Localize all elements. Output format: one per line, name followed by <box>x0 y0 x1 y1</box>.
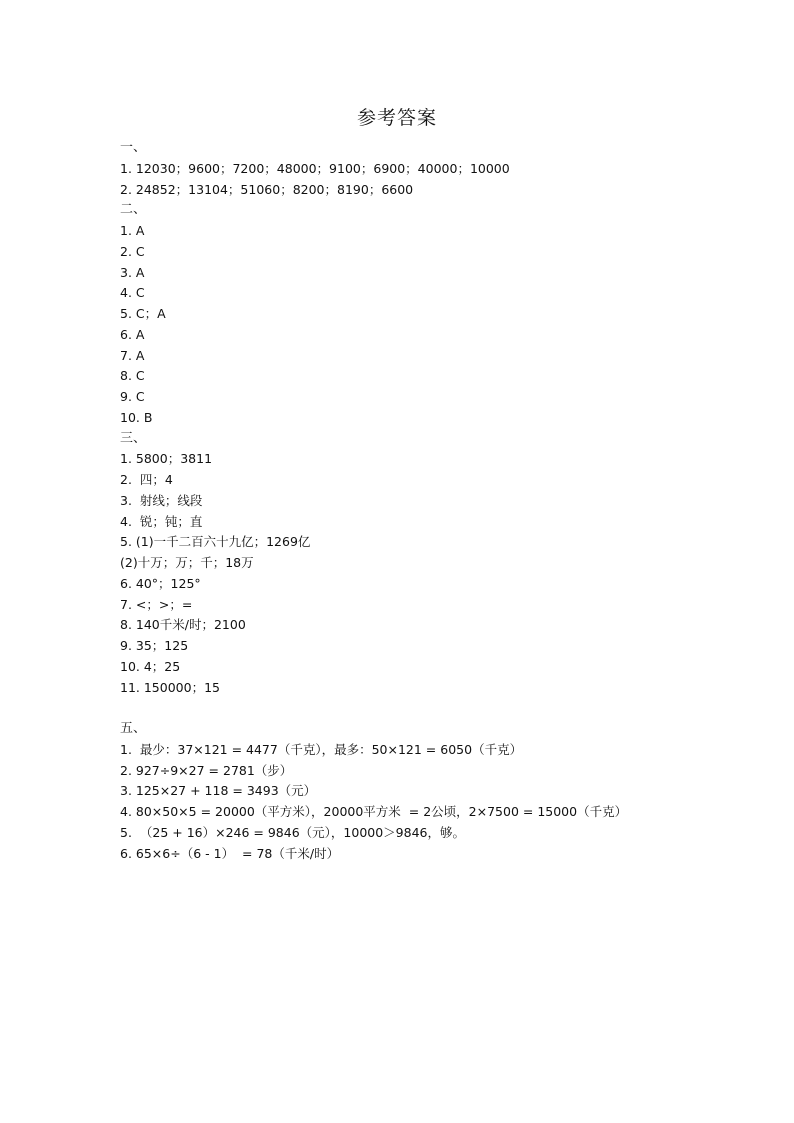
answer-line: 1. 5800；3811 <box>120 451 213 467</box>
answer-line: 2. 24852；13104；51060；8200；8190；6600 <box>120 181 414 197</box>
answer-line: 3. 125×27 + 118 = 3493（元） <box>120 783 317 799</box>
answer-line: 5. （25 + 16）×246 = 9846（元），10000＞9846，够。 <box>120 824 465 840</box>
section-heading-1: 一、 <box>120 140 147 155</box>
answer-line: 2. 四；4 <box>120 472 173 487</box>
answer-line: 7. <；>；= <box>120 596 193 612</box>
answer-line: 3. 射线；线段 <box>120 492 203 508</box>
answer-line: 2. C <box>120 243 145 259</box>
answer-line: 8. 140千米/时；2100 <box>120 617 246 633</box>
answer-line: 9. 35；125 <box>120 638 189 653</box>
answer-line: 2. 927÷9×27 = 2781（步） <box>120 762 293 778</box>
answer-line: 1. 12030；9600；7200；48000；9100；6900；40000；10000 <box>120 160 510 176</box>
answer-line: 4. 锐；钝；直 <box>120 513 203 529</box>
answer-line: 10. 4；25 <box>120 658 181 674</box>
answer-line: 8. C <box>120 368 145 384</box>
blank-line <box>120 698 740 719</box>
answer-line: 5. (1)一千二百六十九亿；1269亿 <box>120 534 311 550</box>
answer-line: 9. C <box>120 389 145 404</box>
answer-line: 11. 150000；15 <box>120 679 220 695</box>
answer-line: 7. A <box>120 347 145 363</box>
answer-line: 1. A <box>120 223 145 238</box>
section-heading-5: 五、 <box>120 721 147 736</box>
answer-line: 1. 最少：37×121 = 4477（千克），最多：50×121 = 6050（千克） <box>120 741 523 757</box>
answer-line: (2)十万；万；千；18万 <box>120 555 254 570</box>
page-title: 参考答案 <box>356 107 437 129</box>
answer-line: 3. A <box>120 264 145 280</box>
answer-line: 4. C <box>120 285 145 301</box>
section-heading-3: 三、 <box>120 430 147 446</box>
answer-line: 10. B <box>120 409 153 425</box>
answer-line: 6. 65×6÷（6 - 1） = 78（千米/时） <box>120 845 340 861</box>
answer-line: 6. A <box>120 326 145 342</box>
answer-line: 5. C；A <box>120 306 166 321</box>
section-heading-2: 二、 <box>120 202 147 218</box>
answer-content <box>120 138 740 864</box>
answer-line: 4. 80×50×5 = 20000（平方米），20000平方米 = 2公顷，2×7500 = 15000（千克） <box>120 804 628 819</box>
answer-line: 6. 40°；125° <box>120 575 201 591</box>
